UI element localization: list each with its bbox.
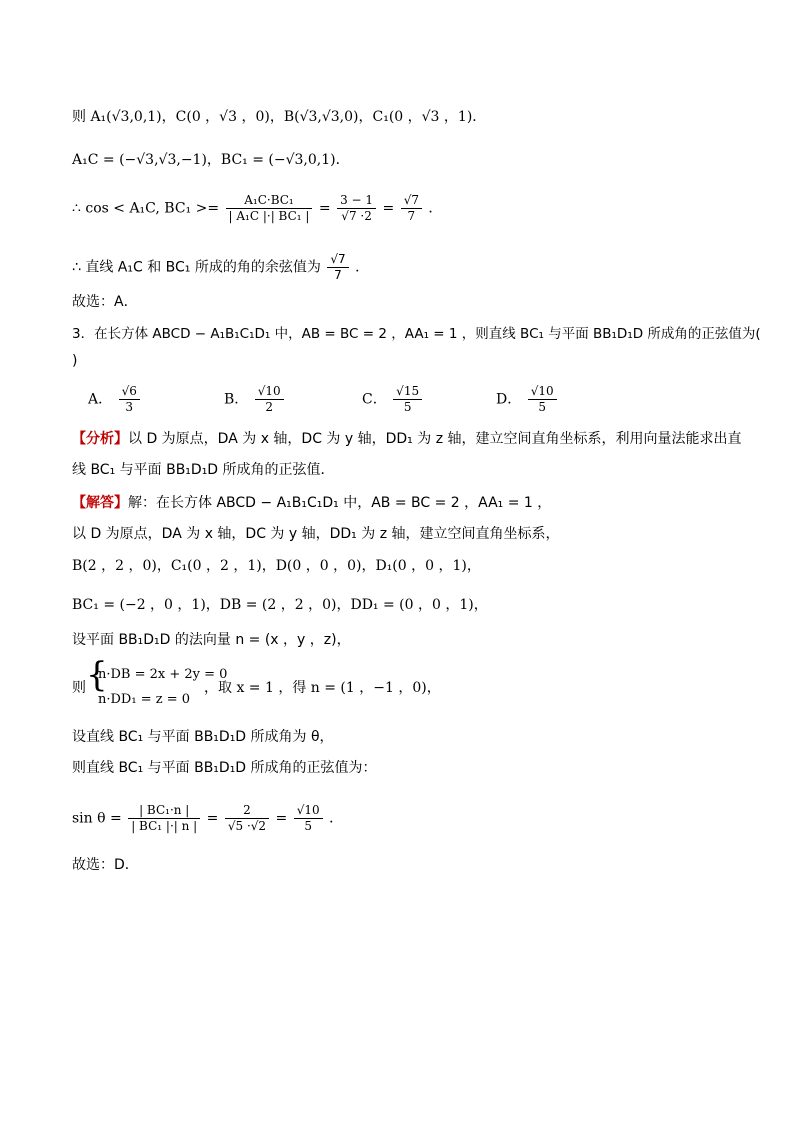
sin-fraction-1 (128, 803, 200, 834)
option-num: √10 (255, 384, 284, 400)
option-letter: A． (88, 391, 113, 408)
system-brace: { (86, 655, 108, 695)
normal-vector-line: 设平面 BB₁D₁D 的法向量 n = (x ，y ，z)， (72, 632, 351, 648)
cos-f2-num: 3 − 1 (337, 193, 376, 209)
option-c (362, 384, 424, 415)
conclusion-num: √7 (327, 252, 348, 268)
analysis-tag: 【分析】 (72, 431, 128, 447)
question-3-line-2: ) (72, 353, 78, 369)
option-den: 5 (538, 400, 546, 414)
option-num: √10 (528, 384, 557, 400)
option-b (224, 384, 286, 415)
option-letter: C． (362, 391, 387, 408)
system-prefix: 则 (72, 680, 86, 696)
system-equation-2: n·DD₁ = z = 0 (98, 692, 190, 707)
cos-f2-den: √7 ·2 (341, 209, 372, 223)
system-equation-1: n·DB = 2x + 2y = 0 (98, 667, 228, 682)
option-num: √6 (119, 384, 140, 400)
final-choice: 故选：D． (72, 857, 139, 873)
option-a (88, 384, 142, 415)
conclusion-text: ∴ 直线 A₁C 和 BC₁ 所成的角的余弦值为 (72, 259, 321, 276)
cos-f1-num: A₁C·BC₁ (226, 193, 313, 209)
conclusion-fraction (327, 252, 348, 283)
system-result: ，取 x = 1 ，得 n = (1 ，−1 ，0)， (204, 680, 441, 696)
analysis-text: 以 D 为原点，DA 为 x 轴，DC 为 y 轴，DD₁ 为 z 轴，建立空间直角坐标系，利用向量法能求出直 (128, 431, 742, 447)
cos-fraction-2 (337, 193, 376, 224)
point-coordinates: B(2 ，2 ，0)，C₁(0 ，2 ，1)，D(0 ，0 ，0)，D₁(0 ，0 ，1)， (72, 558, 481, 574)
sin-prefix: sin θ = (72, 810, 122, 827)
cos-f3-den: 7 (407, 209, 416, 223)
option-num: √15 (393, 384, 422, 400)
coordinates-line: 则 A₁(√3,0,1)，C(0 ，√3 ，0)，B(√3,√3,0)，C₁(0 ，√3 ，1)． (72, 109, 487, 125)
sin-f1-den: | BC₁ |·| n | (131, 819, 198, 833)
answer-text: 解：在长方体 ABCD − A₁B₁C₁D₁ 中，AB = BC = 2 ，AA₁ = 1 ， (128, 495, 552, 511)
cos-f3-num: √7 (401, 193, 422, 209)
answer-line-6: 设直线 BC₁ 与平面 BB₁D₁D 所成角为 θ， (72, 729, 334, 745)
sine-formula: sin θ = $\frac{\text{| BC₁·n |}}{\text{| BC₁ |·| n |}}$ = $\frac{2}{√5 \cdot√2}$ = $\frac{√10}{5}$ ． (72, 803, 344, 833)
cosine-conclusion: ∴ 直线 A₁C 和 BC₁ 所成的角的余弦值为 $\frac{√7}{7}$ ． (72, 252, 370, 282)
choice-line-1: 故选：A． (72, 294, 138, 310)
cos-f1-den: | A₁C |·| BC₁ | (228, 209, 310, 223)
cos-fraction-3 (401, 193, 422, 224)
option-den: 5 (403, 400, 412, 414)
direction-vectors: BC₁ = (−2 ，0 ，1)，DB = (2 ，2 ，0)，DD₁ = (0 ，0 ，1)， (72, 597, 488, 613)
option-den: 2 (265, 400, 274, 414)
sin-f2-den: √5 ·√2 (227, 819, 267, 833)
vector-line: A₁C = (−√3,√3,−1)，BC₁ = (−√3,0,1)． (72, 152, 350, 168)
answer-tag: 【解答】 (72, 495, 128, 511)
answer-line-7: 则直线 BC₁ 与平面 BB₁D₁D 所成角的正弦值为： (72, 760, 377, 776)
equals: = (318, 200, 331, 217)
sin-fraction-3 (294, 803, 323, 834)
answer-line-2: 以 D 为原点，DA 为 x 轴，DC 为 y 轴，DD₁ 为 z 轴，建立空间直角坐标系， (72, 526, 560, 542)
cos-prefix: ∴ cos < A₁C, BC₁ >= (72, 200, 220, 217)
answer-line-1 (72, 494, 551, 512)
answer-options (88, 384, 588, 424)
sin-fraction-2 (225, 803, 269, 834)
analysis-line-2: 线 BC₁ 与平面 BB₁D₁D 所成角的正弦值． (72, 462, 335, 478)
sin-f3-num: √10 (294, 803, 323, 819)
analysis-line-1 (72, 430, 742, 448)
sin-f2-num: 2 (225, 803, 269, 819)
conclusion-den: 7 (334, 268, 342, 282)
sin-f1-num: | BC₁·n | (128, 803, 200, 819)
cos-fraction-1 (226, 193, 313, 224)
option-letter: B． (224, 391, 249, 408)
option-den: 3 (125, 400, 134, 414)
cosine-formula: ∴ cos < A₁C, BC₁ >= $\frac{\text{A₁C·BC₁}}{\text{| A₁C |·| BC₁ |}}$ = $\frac{3 - 1}{√7 \cdot 2}$ = $\frac{√7}{7}$ ． (72, 193, 443, 223)
sin-f3-den: 5 (304, 819, 312, 833)
equals: = (382, 200, 395, 217)
option-d (496, 384, 559, 415)
option-letter: D． (496, 391, 522, 408)
question-3-line-1: 3．在长方体 ABCD − A₁B₁C₁D₁ 中，AB = BC = 2 ，AA₁ = 1 ，则直线 BC₁ 与平面 BB₁D₁D 所成角的正弦值为( (72, 326, 761, 342)
